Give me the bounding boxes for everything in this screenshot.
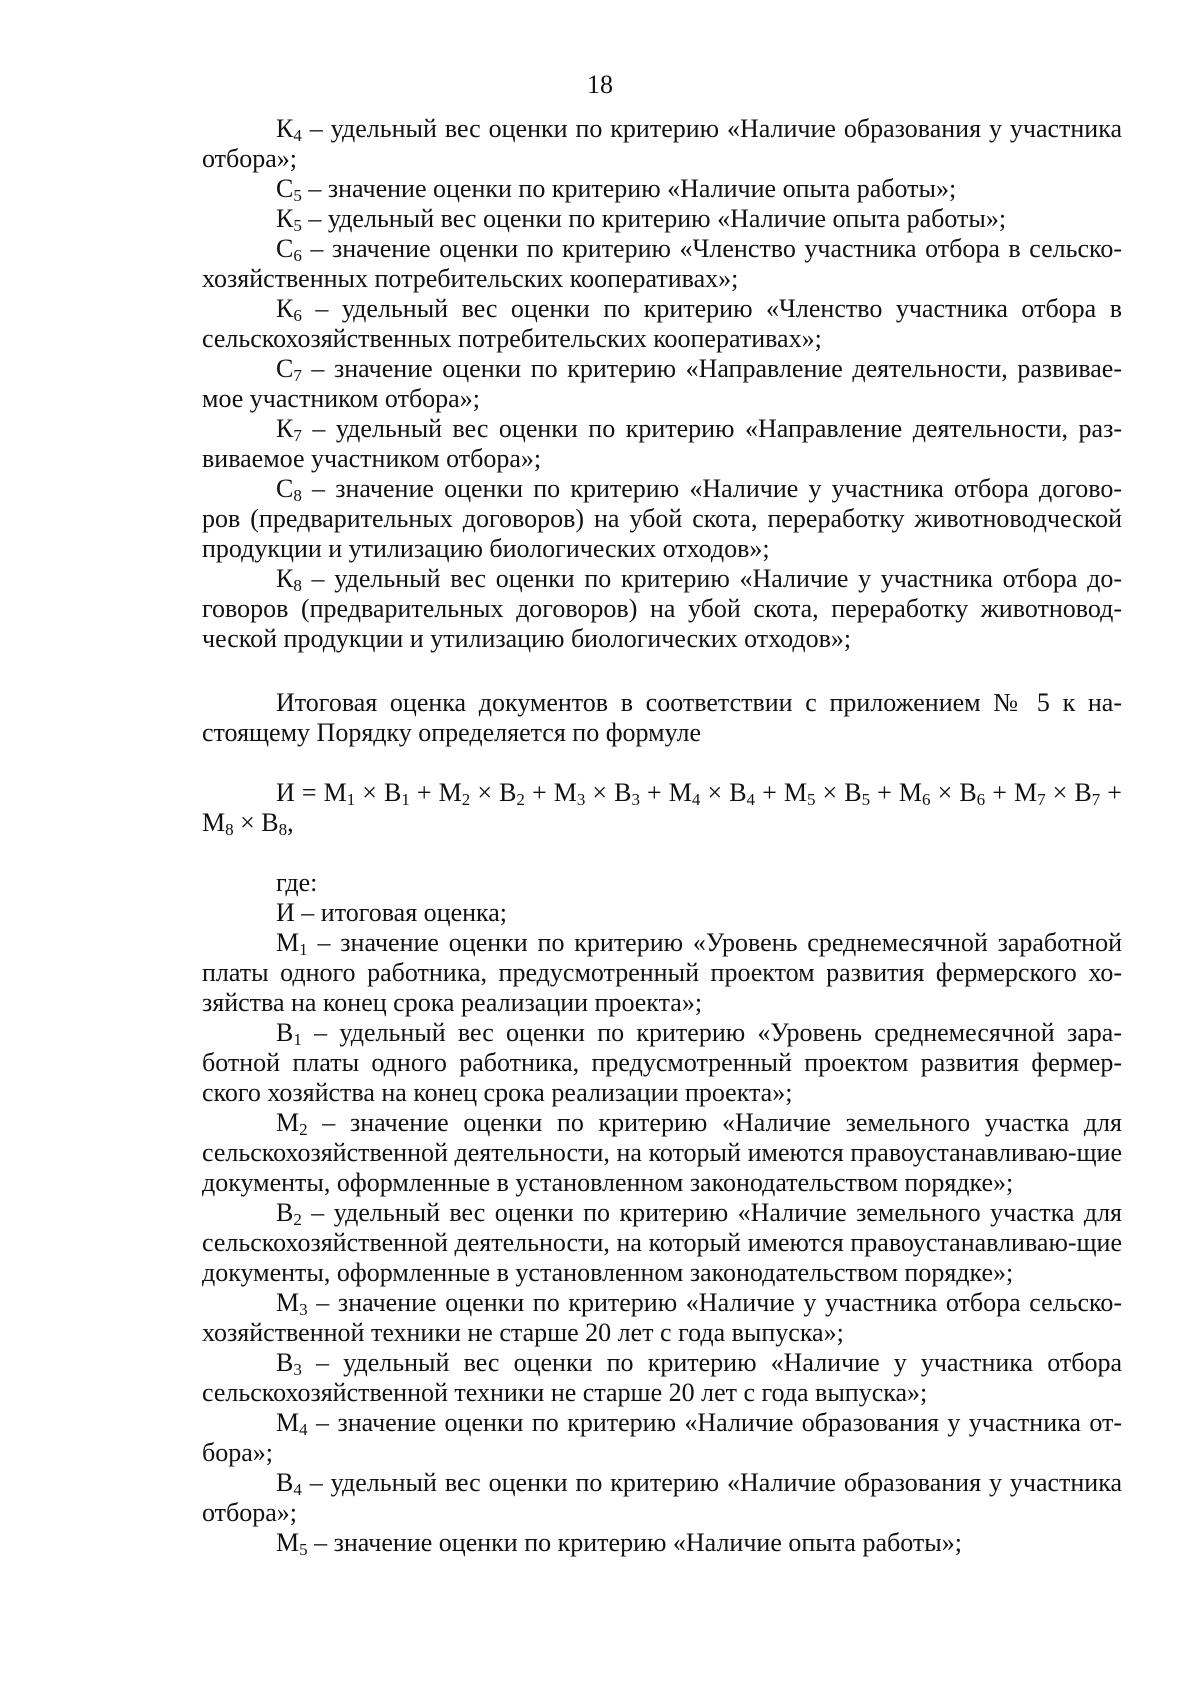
variable-subscript: 4 (293, 126, 302, 145)
definition-paragraph (202, 234, 1122, 294)
formula-m-symbol: М (783, 778, 807, 807)
variable-symbol: С (276, 174, 294, 203)
variable-symbol: М (276, 1408, 300, 1437)
formula-m-symbol: М (553, 778, 577, 807)
variable-symbol: К (276, 114, 294, 143)
formula-m-symbol: М (898, 778, 923, 807)
variable-symbol: М (276, 1288, 300, 1317)
definition-paragraph (202, 474, 1122, 564)
variable-subscript: 8 (293, 576, 302, 595)
formula-b-subscript: 7 (1091, 790, 1101, 809)
formula-m-symbol: М (1013, 778, 1038, 807)
formula-times: × (815, 778, 845, 807)
variable-symbol: В (276, 1348, 294, 1377)
formula-m-subscript: 8 (225, 820, 234, 839)
definition-paragraph (202, 1408, 1122, 1468)
variable-symbol: В (276, 1198, 294, 1227)
formula-plus: + (1100, 778, 1122, 807)
document-body (202, 114, 1122, 1558)
definitions-before (202, 114, 1122, 654)
formula-m-symbol: М (438, 778, 462, 807)
formula-b-subscript: 3 (631, 790, 640, 809)
definition-text: – значение оценки по критерию «Наличие опыта работы»; (301, 174, 957, 203)
formula-m-subscript: 7 (1037, 790, 1046, 809)
formula-b-subscript: 5 (861, 790, 871, 809)
variable-subscript: 1 (299, 940, 308, 959)
variable-subscript: 7 (293, 426, 302, 445)
formula-times: × (1045, 778, 1075, 807)
variable-symbol: В (276, 1018, 294, 1047)
definition-text: – удельный вес оценки по критерию «Уровень среднемесячной зара-ботной платы одного работника, предусмотренный проектом развития фермер-ского хозяйства на конец срока реализации проекта»; (202, 1018, 1122, 1107)
definition-text: – значение оценки по критерию «Наличие у участника отбора догово-ров (предварительных договоров) на убой скота, переработку животноводческой продукции и утилизацию биологических отходов»; (202, 474, 1122, 563)
where-label: где: (276, 868, 318, 897)
formula-times: × (930, 778, 960, 807)
variable-symbol: С (276, 234, 294, 263)
definition-paragraph (202, 1288, 1122, 1348)
variable-subscript: 4 (293, 1480, 302, 1499)
definition-text: – удельный вес оценки по критерию «Направление деятельности, раз-виваемое участником отбора»; (202, 414, 1122, 473)
formula-intro: Итоговая оценка документов в соответствии с приложением № 5 к на-стоящему Порядку определяется по формуле (202, 688, 1122, 747)
formula-tail: , (287, 808, 294, 837)
formula-plus: + (524, 778, 554, 807)
definition-text: – удельный вес оценки по критерию «Наличие земельного участка для сельскохозяйственной деятельности, на который имеются правоустанавливаю-щие документы, оформленные в установленном законодательством порядке»; (202, 1198, 1122, 1287)
formula-plus: + (409, 778, 439, 807)
formula-b-symbol: В (844, 778, 862, 807)
variable-symbol: М (276, 1108, 300, 1137)
variable-subscript: 6 (293, 306, 302, 325)
formula-lhs: И = (276, 778, 324, 807)
variable-symbol: К (276, 294, 294, 323)
formula-b-symbol: В (499, 778, 517, 807)
definition-paragraph (202, 294, 1122, 354)
formula-m-symbol: М (668, 778, 692, 807)
variable-subscript: 3 (293, 1360, 302, 1379)
formula-times: × (355, 778, 384, 807)
formula-plus: + (755, 778, 784, 807)
formula-b-symbol: В (959, 778, 977, 807)
formula-b-subscript: 4 (746, 790, 756, 809)
spacer (202, 838, 1122, 868)
variable-subscript: 6 (293, 246, 302, 265)
formula-m-subscript: 5 (806, 790, 816, 809)
formula-b-subscript: 2 (516, 790, 525, 809)
spacer (202, 654, 1122, 688)
definition-text: – удельный вес оценки по критерию «Наличие образования у участника отбора»; (202, 114, 1122, 173)
variable-symbol: С (276, 354, 294, 383)
definition-paragraph (202, 1108, 1122, 1198)
definition-paragraph (202, 174, 1122, 204)
definition-text: – удельный вес оценки по критерию «Наличие образования у участника отбора»; (202, 1468, 1122, 1527)
formula-b-symbol: В (729, 778, 747, 807)
formula-b-symbol: В (1074, 778, 1092, 807)
formula-m-symbol: М (202, 808, 226, 837)
definition-paragraph (202, 204, 1122, 234)
variable-subscript: 2 (299, 1120, 308, 1139)
total-score-formula (202, 778, 1122, 838)
variable-subscript: 3 (299, 1300, 308, 1319)
definition-paragraph (202, 354, 1122, 414)
formula-times: × (470, 778, 500, 807)
definition-text: – удельный вес оценки по критерию «Наличие у участника отбора сельскохозяйственной техники не старше 20 лет с года выпуска»; (202, 1348, 1122, 1407)
formula-times: × (700, 778, 730, 807)
variable-symbol: С (276, 474, 294, 503)
definition-text: – удельный вес оценки по критерию «Наличие опыта работы»; (301, 204, 1007, 233)
variable-symbol: В (276, 1468, 294, 1497)
page-number: 18 (587, 70, 613, 99)
definition-text: – значение оценки по критерию «Наличие образования у участника от-бора»; (202, 1408, 1122, 1467)
formula-m-subscript: 2 (461, 790, 471, 809)
formula-b-subscript: 6 (976, 790, 986, 809)
definition-paragraph (202, 414, 1122, 474)
definition-paragraph (202, 114, 1122, 174)
definition-text: – значение оценки по критерию «Уровень среднемесячной заработной платы одного работника, предусмотренный проектом развития фермерского хо-зяйства на конец срока реализации проекта»; (202, 928, 1122, 1017)
formula-b-symbol: В (261, 808, 279, 837)
definitions-after (202, 928, 1122, 1558)
definition-paragraph (202, 564, 1122, 654)
variable-symbol: М (276, 1528, 300, 1557)
variable-symbol: К (276, 564, 294, 593)
definition-paragraph (202, 1468, 1122, 1528)
spacer (202, 748, 1122, 778)
variable-subscript: 4 (299, 1420, 308, 1439)
formula-m-symbol: М (323, 778, 347, 807)
formula-b-symbol: В (384, 778, 402, 807)
formula-b-subscript: 1 (401, 790, 410, 809)
definition-text: – значение оценки по критерию «Наличие земельного участка для сельскохозяйственной деятельности, на который имеются правоустанавливаю-щие документы, оформленные в установленном законодательством порядке»; (202, 1108, 1122, 1197)
variable-symbol: К (276, 204, 294, 233)
formula-plus: + (639, 778, 669, 807)
definition-paragraph (202, 1198, 1122, 1288)
variable-symbol: К (276, 414, 294, 443)
total-score-definition: И – итоговая оценка; (276, 898, 508, 927)
formula-m-subscript: 6 (922, 790, 931, 809)
formula-m-subscript: 1 (346, 790, 356, 809)
definition-paragraph (202, 928, 1122, 1018)
definition-text: – значение оценки по критерию «Членство участника отбора в сельско-хозяйственных потребительских кооперативах»; (202, 234, 1122, 293)
variable-subscript: 8 (293, 486, 302, 505)
formula-times: × (233, 808, 262, 837)
variable-subscript: 7 (293, 366, 302, 385)
formula-plus: + (870, 778, 899, 807)
formula-b-subscript: 8 (278, 820, 288, 839)
variable-subscript: 5 (293, 216, 302, 235)
formula-m-subscript: 3 (576, 790, 586, 809)
variable-subscript: 5 (299, 1540, 308, 1559)
formula-m-subscript: 4 (691, 790, 701, 809)
formula-times: × (585, 778, 615, 807)
definition-text: – удельный вес оценки по критерию «Наличие у участника отбора до-говоров (предварительных договоров) на убой скота, переработку животновод-ческой продукции и утилизацию биологических отходов»; (202, 564, 1122, 653)
definition-text: – значение оценки по критерию «Наличие у участника отбора сельско-хозяйственной техники не старше 20 лет с года выпуска»; (202, 1288, 1122, 1347)
definition-text: – удельный вес оценки по критерию «Членство участника отбора в сельскохозяйственных потребительских кооперативах»; (202, 294, 1122, 353)
variable-subscript: 5 (293, 186, 302, 205)
definition-paragraph (202, 1528, 1122, 1558)
variable-subscript: 2 (293, 1210, 302, 1229)
definition-paragraph (202, 1018, 1122, 1108)
variable-subscript: 1 (293, 1030, 302, 1049)
definition-text: – значение оценки по критерию «Наличие опыта работы»; (307, 1528, 962, 1557)
formula-b-symbol: В (614, 778, 632, 807)
definition-paragraph (202, 1348, 1122, 1408)
variable-symbol: М (276, 928, 300, 957)
definition-text: – значение оценки по критерию «Направление деятельности, развивае-мое участником отбора»; (202, 354, 1122, 413)
formula-plus: + (985, 778, 1014, 807)
